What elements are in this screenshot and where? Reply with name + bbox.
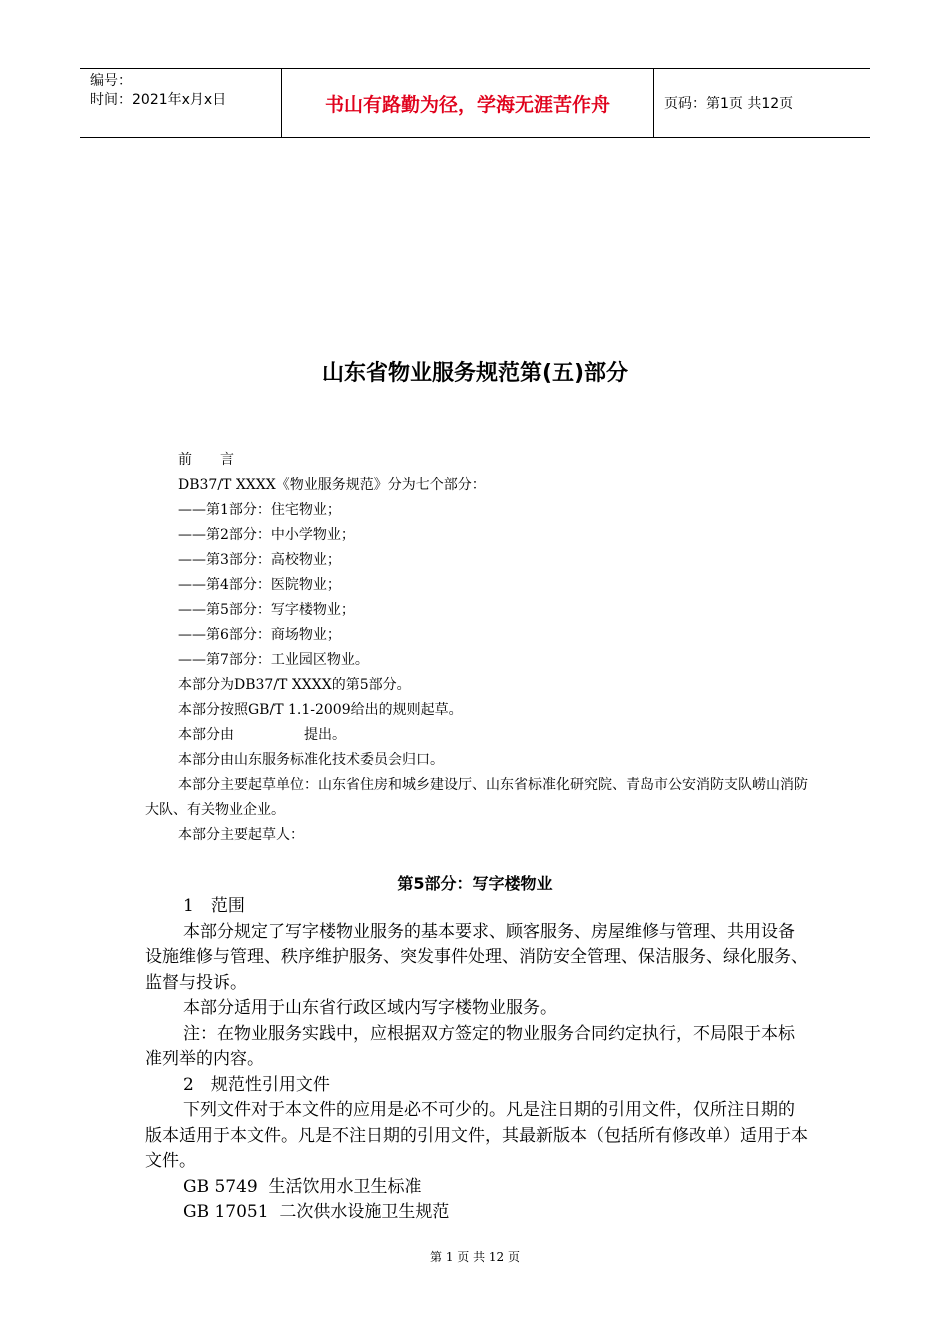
reference-item: GB 5749 生活饮用水卫生标准 (183, 1176, 422, 1197)
foreword-line: 本部分为DB37/T XXXX的第5部分。 (178, 677, 411, 693)
heading-scope: 1 范围 (183, 896, 245, 916)
section-body (145, 894, 810, 1226)
foreword-line: 本部分由山东服务标准化技术委员会归口。 (178, 752, 444, 768)
paragraph: 本部分规定了写字楼物业服务的基本要求、顾客服务、房屋维修与管理、共用设备设施维修与管理、秩序维护服务、突发事件处理、消防安全管理、保洁服务、绿化服务、监督与投诉。 (145, 921, 808, 993)
number-label: 编号： (90, 73, 132, 89)
foreword-line: ——第2部分：中小学物业； (178, 527, 355, 543)
heading-references: 2 规范性引用文件 (183, 1074, 330, 1095)
reference-item: GB 17051 二次供水设施卫生规范 (183, 1202, 450, 1222)
document-title: 山东省物业服务规范第(五)部分 (321, 361, 629, 386)
foreword-line: ——第3部分：高校物业； (178, 552, 341, 568)
note-paragraph: 注：在物业服务实践中，应根据双方签定的物业服务合同约定执行，不局限于本标准列举的内容。 (145, 1023, 795, 1069)
time-label: 时间：2021年x月x日 (90, 92, 227, 108)
header-page-info: 页码：第1页 共12页 (664, 96, 794, 112)
foreword-line: 本部分由 提出。 (178, 727, 346, 743)
document-header (80, 68, 870, 138)
page-footer: 第 1 页 共 12 页 (430, 1250, 520, 1264)
foreword-line: 本部分主要起草人： (178, 827, 304, 843)
foreword-line: ——第6部分：商场物业； (178, 627, 341, 643)
section-title: 第5部分：写字楼物业 (397, 874, 553, 893)
foreword-heading: 前 言 (178, 452, 234, 468)
paragraph: 下列文件对于本文件的应用是必不可少的。凡是注日期的引用文件，仅所注日期的版本适用于本文件。凡是不注日期的引用文件，其最新版本（包括所有修改单）适用于本文件。 (145, 1100, 808, 1171)
foreword-line: ——第5部分：写字楼物业； (178, 602, 355, 618)
foreword-line: 本部分主要起草单位：山东省住房和城乡建设厅、山东省标准化研究院、青岛市公安消防支队崂山消防大队、有关物业企业。 (145, 777, 808, 818)
foreword-line: 本部分按照GB/T 1.1-2009给出的规则起草。 (178, 702, 463, 718)
paragraph: 本部分适用于山东省行政区域内写字楼物业服务。 (183, 998, 557, 1018)
header-motto: 书山有路勤为径，学海无涯苦作舟 (282, 69, 654, 137)
foreword-line: DB37/T XXXX《物业服务规范》分为七个部分： (178, 477, 486, 493)
foreword-line: ——第1部分：住宅物业； (178, 502, 341, 518)
header-meta (80, 69, 282, 137)
foreword-line: ——第7部分：工业园区物业。 (178, 652, 369, 668)
foreword-line: ——第4部分：医院物业； (178, 577, 341, 593)
foreword (145, 448, 810, 848)
